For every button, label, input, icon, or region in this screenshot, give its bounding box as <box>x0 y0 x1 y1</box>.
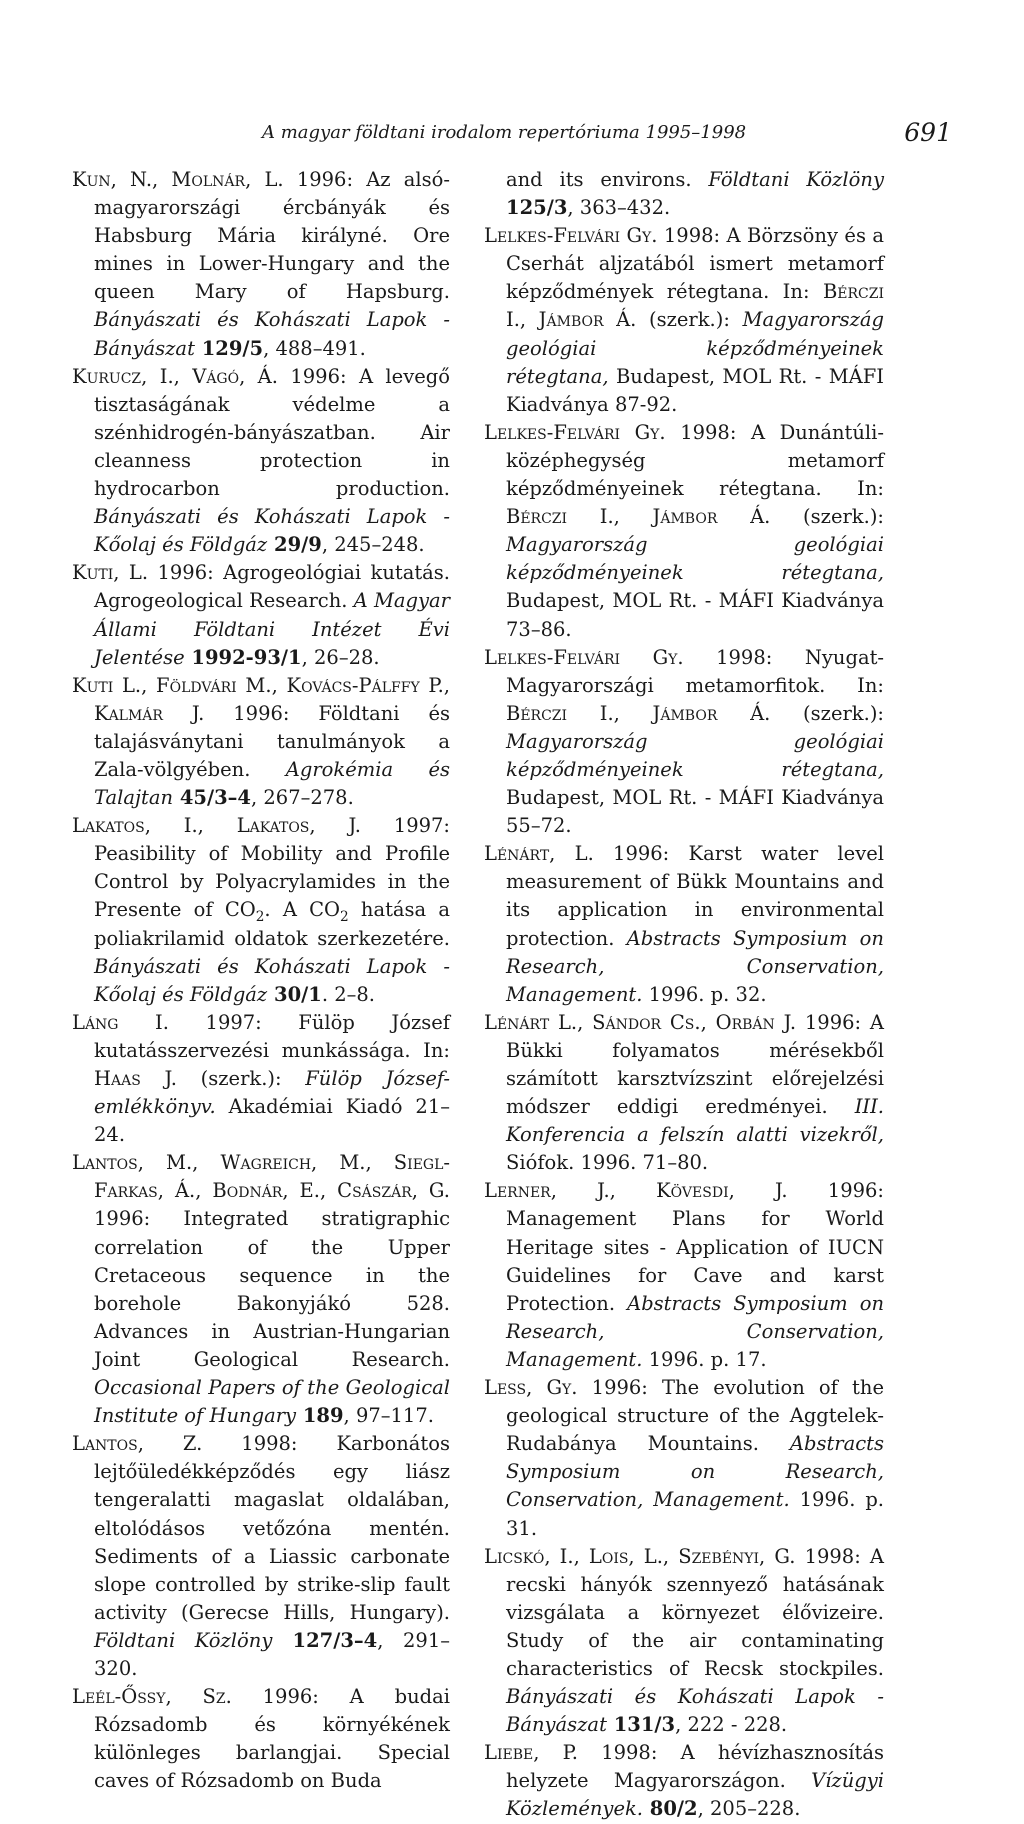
entry-text: 1996: A Bükki folyamatos mérésekből számított karsztvízszint előrejelzési módszer eddigi eredményei. <box>506 1010 884 1119</box>
entry-pages: , 97–117. <box>343 1404 434 1428</box>
entry-text: . A CO <box>264 898 341 922</box>
entry-text: 1998: Nyugat-Magyarországi metamorfitok. In: <box>506 645 884 697</box>
entry-authors: Lantos, M., Wagreich, M., Siegl-Farkas, Á., Bodnár, E., Császár, G. <box>72 1151 450 1203</box>
entry-volume: 129/5 <box>194 336 264 360</box>
entry-text: (szerk.): <box>177 1067 306 1090</box>
entry-volume: 1992-93/1 <box>184 645 302 669</box>
bibliography-entry <box>72 1683 450 1795</box>
entry-source: Abstracts Symposium on Research, Conservation, Management. <box>506 1291 885 1371</box>
bibliography-entry <box>484 419 884 644</box>
entry-text: hatása a poliakrilamid oldatok szerkezetére. <box>94 898 450 950</box>
entry-source: Magyarország geológiai képződményeinek rétegtana, <box>506 308 885 388</box>
entry-source: Földtani Közlöny <box>708 168 884 191</box>
entry-source: A Magyar Állami Földtani Intézet Évi Jelentése <box>94 589 450 669</box>
entry-pages: 1996. p. 17. <box>642 1347 767 1371</box>
entry-text: 1996: Az alsó-magyarországi ércbányák és Habsburg Mária királyné. Ore mines in Lower-Hungary and the queen Mary of Hapsburg. <box>94 168 450 304</box>
entry-authors: Lelkes-Felvári Gy. <box>484 645 684 669</box>
entry-authors: Lakatos, I., Lakatos, J. <box>72 814 361 838</box>
subscript: 2 <box>340 909 349 926</box>
entry-source: Bányászati és Kohászati Lapok - Kőolaj és Földgáz <box>94 954 450 1006</box>
bibliography-entry-continued <box>484 166 884 222</box>
entry-text: 1996: Management Plans for World Heritage sites - Application of IUCN Guidelines for Cave and karst Protection. <box>506 1179 884 1315</box>
bibliography-entry <box>484 1739 884 1823</box>
entry-authors: Lerner, J., Kövesdi, J. <box>484 1179 788 1203</box>
entry-pages: Siófok. 1996. 71–80. <box>506 1151 709 1175</box>
entry-text: 1998: A recski hányók szennyező hatásának vizsgálata a környezet élővizeire. Study of the air contaminating characteristics of Recsk stockpiles. <box>506 1544 884 1680</box>
bibliography-entry <box>72 363 450 560</box>
entry-authors: Leél-Őssy, Sz. <box>72 1685 232 1709</box>
right-column <box>484 166 884 1824</box>
entry-editors: Bérczi I., Jámbor Á. <box>506 701 771 725</box>
entry-source: Vízügyi Közlemények. <box>506 1769 884 1821</box>
entry-pages: , 267–278. <box>251 786 354 810</box>
entry-text: 1996: A levegő tisztaságának védelme a szénhidrogén-bányászatban. Air cleanness protection in hydrocarbon production. <box>94 364 450 501</box>
entry-pages: , 488–491. <box>263 336 366 360</box>
entry-text: 1998: A Dunántúli-középhegység metamorf képződményeinek rétegtana. In: <box>506 420 884 501</box>
entry-text: and its environs. <box>506 168 709 191</box>
entry-authors: Lénárt, L. <box>484 842 594 866</box>
entry-editor: Haas J. <box>94 1067 177 1090</box>
bibliography-entry <box>72 1149 450 1430</box>
entry-authors: Kuti L., Földvári M., Kovács-Pálffy P., Kalmár J. <box>72 673 450 725</box>
entry-authors: Kun, N., Molnár, L. <box>72 168 284 191</box>
entry-source: Abstracts Symposium on Research, Conservation, Management. <box>506 1432 884 1512</box>
entry-source: Occasional Papers of the Geological Institute of Hungary <box>94 1376 450 1428</box>
entry-source: III. Konferencia a felszín alatti vizekről, <box>506 1095 884 1147</box>
entry-pages: , 26–28. <box>301 645 380 669</box>
bibliography-entry <box>484 1009 884 1178</box>
entry-source: Bányászati és Kohászati Lapok - Bányászat <box>506 1685 884 1737</box>
entry-volume: 45/3–4 <box>173 786 251 810</box>
running-header <box>72 118 952 158</box>
bibliography-entry <box>72 166 450 363</box>
entry-text: (szerk.): <box>770 505 884 529</box>
entry-volume: 131/3 <box>606 1713 676 1737</box>
entry-editors: Bérczi I., Jámbor Á. <box>506 280 884 332</box>
entry-text: 1997: Fülöp József kutatásszervezési munkássága. In: <box>94 1010 451 1062</box>
entry-volume: 125/3 <box>506 196 568 220</box>
entry-pages: Budapest, MOL Rt. - MÁFI Kiadványa 55–72. <box>506 786 884 838</box>
entry-pages: , 363–432. <box>567 196 671 220</box>
entry-text: 1996: Agrogeológiai kutatás. Agrogeological Research. <box>94 561 451 613</box>
bibliography-entry <box>72 559 450 671</box>
entry-volume: 127/3–4 <box>272 1628 378 1652</box>
entry-pages: , 245–248. <box>321 533 425 557</box>
entry-source: Magyarország geológiai képződményeinek rétegtana, <box>506 729 884 781</box>
entry-pages: , 205–228. <box>697 1797 801 1821</box>
bibliography-entry <box>72 812 450 1009</box>
entry-text: 1998: Karbonátos lejtőüledékképződés egy liász tengeralatti magaslat oldalában, eltolódásos vetőzóna mentén. Sediments of a Liassic carbonate slope controlled by strike-slip fault activity (Gerecse Hills, Hungary). <box>94 1432 450 1624</box>
entry-pages: 1996. p. 31. <box>506 1488 884 1540</box>
subscript: 2 <box>255 909 265 926</box>
bibliography-entry <box>72 672 450 812</box>
entry-authors: Láng I. <box>72 1010 169 1034</box>
running-title: A magyar földtani irodalom repertóriuma 1995–1998 <box>262 122 747 143</box>
bibliography-entry <box>484 1374 884 1543</box>
entry-authors: Kurucz, I., Vágó, Á. <box>72 364 278 388</box>
entry-volume: 189 <box>296 1404 344 1428</box>
entry-authors: Licskó, I., Lois, L., Szebényi, G. <box>484 1544 796 1568</box>
bibliography-entry <box>72 1009 450 1149</box>
bibliography-entry <box>484 1177 884 1374</box>
page-number: 691 <box>904 118 952 147</box>
entry-text: 1998: A Börzsöny és a Cserhát aljzatából ismert metamorf képződmények rétegtana. In: <box>506 224 884 304</box>
entry-volume: 29/9 <box>267 533 322 557</box>
entry-pages: Budapest, MOL Rt. - MÁFI Kiadványa 73–86. <box>506 589 884 641</box>
bibliography-entry <box>484 1543 884 1740</box>
entry-authors: Lantos, Z. <box>72 1432 203 1456</box>
entry-text: 1996: A budai Rózsadomb és környékének különleges barlangjai. Special caves of Rózsadomb on Buda <box>94 1685 450 1793</box>
entry-source: Agrokémia és Talajtan <box>94 757 450 810</box>
entry-source: Földtani Közlöny <box>94 1628 273 1652</box>
entry-source: Abstracts Symposium on Research, Conservation, Management. <box>506 926 884 1006</box>
entry-text: 1998: A hévízhasznosítás helyzete Magyarországon. <box>506 1741 884 1793</box>
entry-source: Bányászati és Kohászati Lapok - Kőolaj és Földgáz <box>94 505 450 557</box>
entry-text: 1996: The evolution of the geological structure of the Aggtelek-Rudabánya Mountains. <box>506 1376 884 1456</box>
entry-authors: Lénárt L., Sándor Cs., Orbán J. <box>484 1010 797 1034</box>
entry-source: Magyarország geológiai képződményeinek rétegtana, <box>506 533 884 585</box>
entry-authors: Lelkes-Felvári Gy. <box>484 224 658 248</box>
entry-text: 1996: Karst water level measurement of Bükk Mountains and its application in environmental protection. <box>506 842 884 950</box>
bibliography-entry <box>484 222 884 419</box>
entry-volume: 30/1 <box>267 982 322 1006</box>
entry-authors: Liebe, P. <box>484 1741 578 1765</box>
entry-pages: , 291–320. <box>94 1628 450 1680</box>
entry-text: 1996: Integrated stratigraphic correlation of the Upper Cretaceous sequence in the borehole Bakonyjákó 528. Advances in Austrian-Hungarian Joint Geological Research. <box>94 1207 450 1371</box>
entry-pages: Akadémiai Kiadó 21–24. <box>94 1095 450 1147</box>
entry-pages: . 2–8. <box>321 982 376 1006</box>
left-column <box>72 166 450 1795</box>
entry-text: 1997: Peasibility of Mobility and Profile Control by Polyacrylamides in the Presente of CO <box>94 814 450 922</box>
entry-authors: Lelkes-Felvári Gy. <box>484 420 666 444</box>
entry-pages: 1996. p. 32. <box>642 982 767 1006</box>
bibliography-entry <box>72 1430 450 1683</box>
entry-authors: Kuti, L. <box>72 561 149 585</box>
entry-volume: 80/2 <box>643 1797 698 1821</box>
entry-text: 1996: Földtani és talajásványtani tanulmányok a Zala-völgyében. <box>94 701 450 781</box>
entry-pages: Budapest, MOL Rt. - MÁFI Kiadványa 87-92. <box>506 364 884 416</box>
entry-authors: Less, Gy. <box>484 1376 578 1400</box>
bibliography-entry <box>484 840 884 1009</box>
bibliography-entry <box>484 644 884 841</box>
entry-source: Bányászati és Kohászati Lapok - Bányászat <box>94 308 450 360</box>
entry-text: (szerk.): <box>770 701 884 725</box>
entry-pages: , 222 - 228. <box>675 1713 788 1737</box>
entry-editors: Bérczi I., Jámbor Á. <box>506 505 771 529</box>
entry-text: (szerk.): <box>636 308 743 332</box>
entry-source: Fülöp József-emlékkönyv. <box>94 1067 450 1119</box>
